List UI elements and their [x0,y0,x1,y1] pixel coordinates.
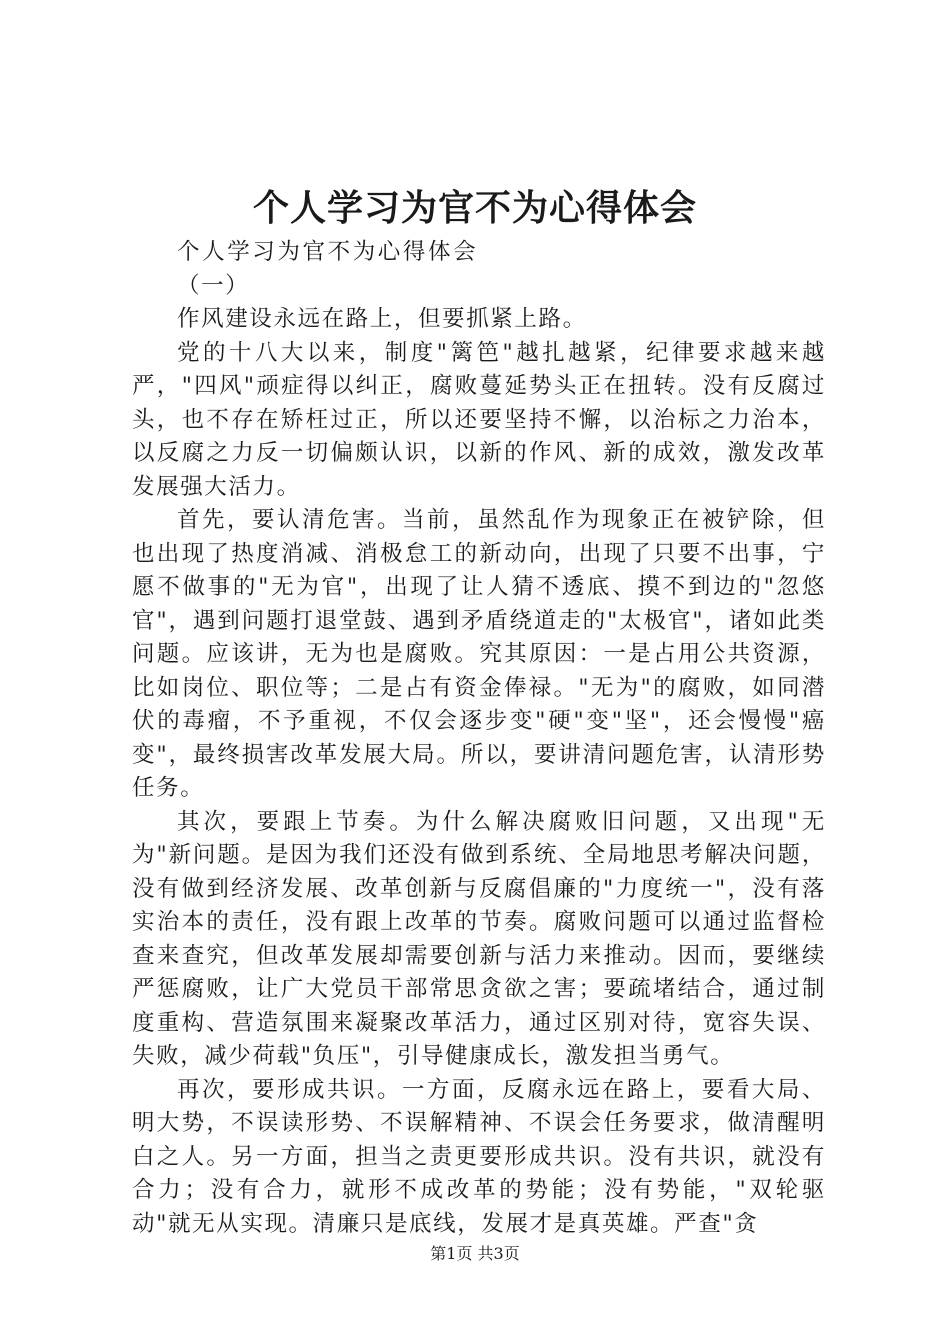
page-footer: 第1页 共3页 [430,1244,520,1263]
paragraph-1: 作风建设永远在路上，但要抓紧上路。 [177,306,587,332]
paragraph-5: 再次，要形成共识。一方面，反腐永远在路上，要看大局、明大势，不误读形势、不误解精神、不误会任务要求，做清醒明白之人。另一方面，担当之责更要形成共识。没有共识，就没有合力；没有合力，就形不成改革的势能；没有势能，"双轮驱动"就无从实现。清廉只是底线，发展才是真英雄。严查"贪 [132,1076,826,1237]
section-number-paragraph: （一） [177,272,250,299]
subtitle-paragraph: 个人学习为官不为心得体会 [177,239,479,265]
paragraph-4: 其次，要跟上节奏。为什么解决腐败旧问题，又出现"无为"新问题。是因为我们还没有做到系统、全局地思考解决问题，没有做到经济发展、改革创新与反腐倡廉的"力度统一"，没有落实治本的责任，没有跟上改革的节奏。腐败问题可以通过监督检查来查究，但改革发展却需要创新与活力来推动。因而，要继续严惩腐败，让广大党员干部常思贪欲之害；要疏堵结合，通过制度重构、营造氛围来凝聚改革活力，通过区别对待，宽容失误、失败，减少荷载"负压"，引导健康成长，激发担当勇气。 [132,808,826,1069]
document-title: 个人学习为官不为心得体会 [252,187,697,229]
document-body [132,236,826,1241]
paragraph-2: 党的十八大以来，制度"篱笆"越扎越紧，纪律要求越来越严，"四风"顽症得以纠正，腐败蔓延势头正在扭转。没有反腐过头，也不存在矫枉过正，所以还要坚持不懈，以治标之力治本，以反腐之力反一切偏颇认识，以新的作风、新的成效，激发改革发展强大活力。 [132,339,826,500]
paragraph-3: 首先，要认清危害。当前，虽然乱作为现象正在被铲除，但也出现了热度消减、消极怠工的新动向，出现了只要不出事，宁愿不做事的"无为官"，出现了让人猜不透底、摸不到边的"忽悠官"，遇到问题打退堂鼓、遇到矛盾绕道走的"太极官"，诸如此类问题。应该讲，无为也是腐败。究其原因：一是占用公共资源，比如岗位、职位等；二是占有资金俸禄。"无为"的腐败，如同潜伏的毒瘤，不予重视，不仅会逐步变"硬"变"坚"，还会慢慢"癌变"，最终损害改革发展大局。所以，要讲清问题危害，认清形势任务。 [132,507,826,801]
